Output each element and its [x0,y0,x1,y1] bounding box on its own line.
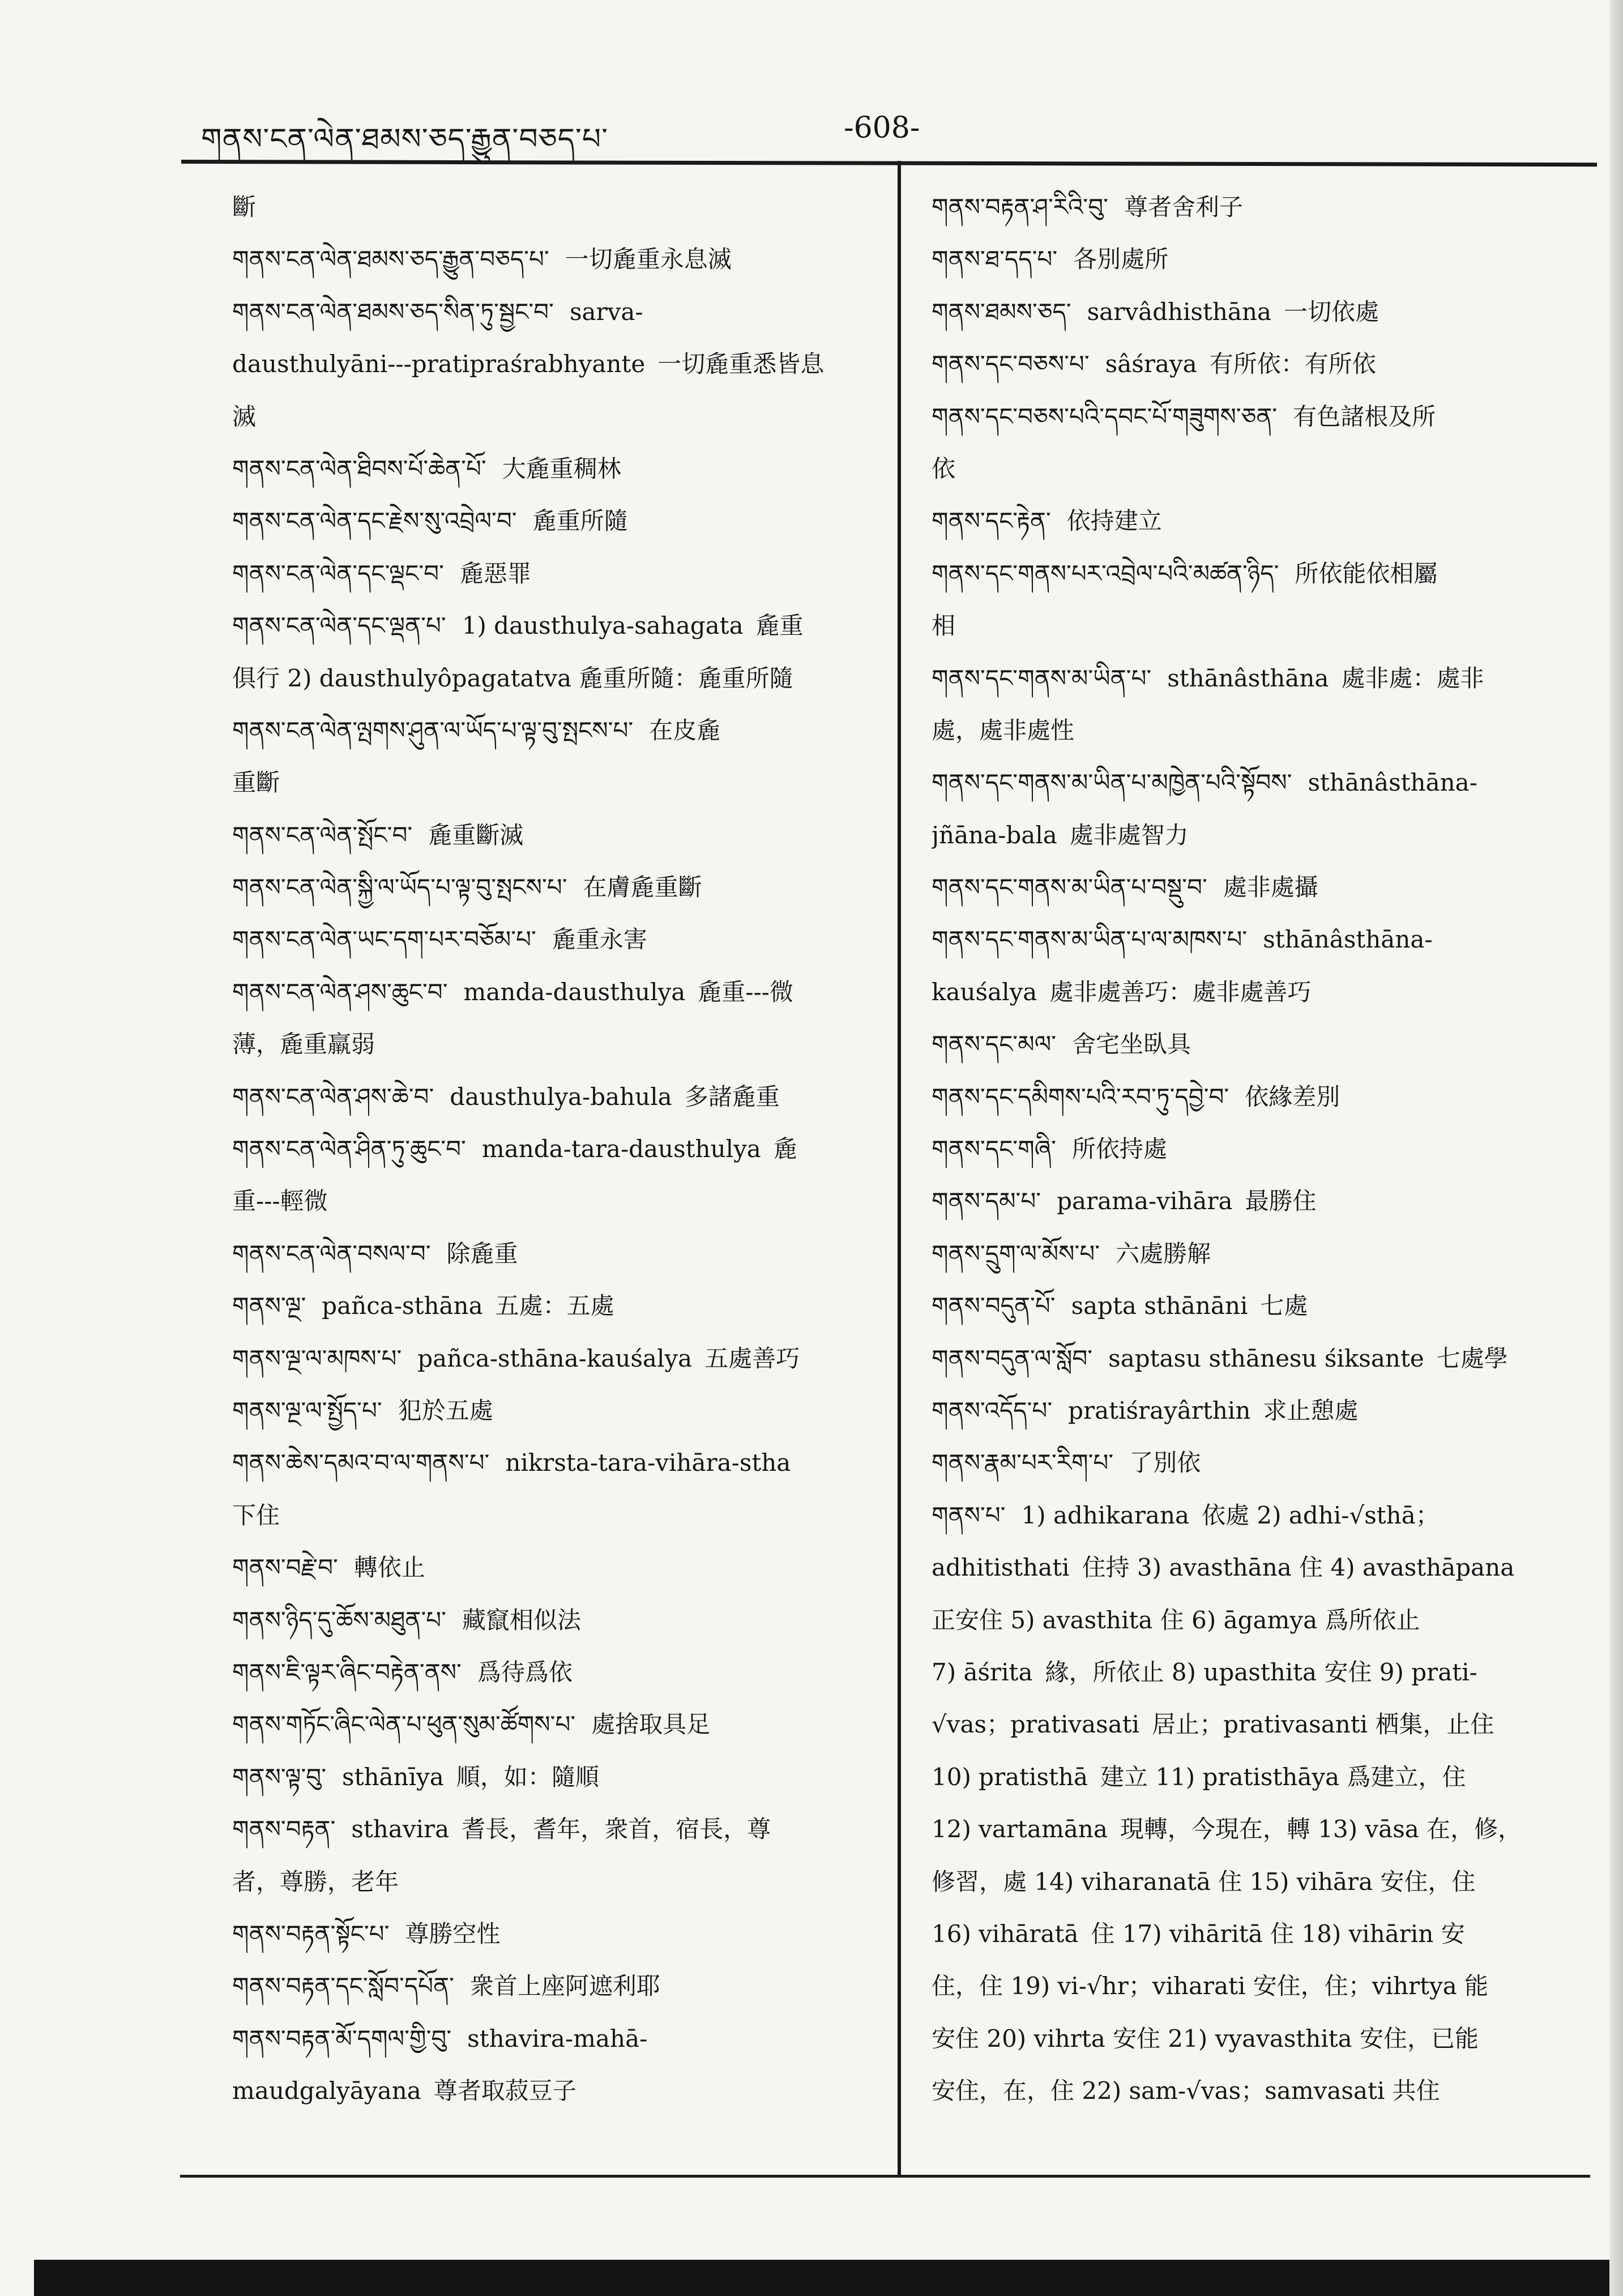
chinese-gloss: 在膚麁重斷 [583,873,702,902]
sanskrit-term: sâśraya [1105,350,1197,378]
sanskrit-term: pañca-sthāna-kauśalya [417,1344,693,1372]
chinese-gloss: 尊勝空性 [405,1919,501,1948]
dictionary-line [232,966,875,1018]
tibetan-headword: གནས་བརྟན་ཤ་རིའི་བུ་ [932,193,1108,221]
chinese-gloss: 一切依處 [1284,297,1379,326]
dictionary-line [232,1594,875,1646]
dictionary-line [932,233,1594,285]
sanskrit-term: dausthulyāni---pratipraśrabhyante [232,350,646,378]
tibetan-headword: གནས་ངན་ལེན་སྤོང་བ་ [232,821,413,849]
tibetan-headword: གནས་བརྟན་སྟོང་པ་ [232,1919,390,1948]
chinese-gloss: 衆首上座阿遮利耶 [469,1972,660,2000]
tibetan-headword: གནས་ལྔ་ [232,1292,306,1320]
dictionary-line [932,705,1594,757]
dictionary-line [232,1071,875,1123]
tibetan-headword: གནས་དང་གཞི་ [932,1135,1056,1163]
chinese-gloss: 依緣差別 [1245,1082,1340,1111]
sanskrit-term: sthavira-mahā- [467,2024,648,2052]
chinese-gloss: 處非處攝 [1223,873,1318,902]
dictionary-line [232,1803,875,1855]
chinese-gloss: 麁 [773,1135,797,1163]
dictionary-line [232,1698,875,1751]
dictionary-line [232,1228,875,1280]
dictionary-line [232,548,875,600]
tibetan-headword: གནས་ངན་ལེན་ལྤགས་ཤུན་ལ་ཡོད་པ་ལྟ་བུ་སྤངས་པ་ [232,716,634,744]
chinese-gloss: 尊者取菽豆子 [433,2077,576,2105]
sanskrit-term: parama-vihāra [1057,1187,1233,1215]
dictionary-line [932,861,1594,914]
chinese-gloss: 順，如：隨順 [456,1762,599,1791]
sanskrit-term: manda-tara-dausthulya [481,1135,761,1163]
chinese-gloss: 最勝住 [1245,1187,1317,1215]
dictionary-line [932,966,1594,1018]
dictionary-line [932,652,1594,705]
sanskrit-term: sthavira [351,1815,450,1843]
tibetan-headword: གནས་དང་རྟེན་ [932,507,1051,535]
dictionary-line [232,600,875,652]
chinese-gloss: 犯於五處 [398,1396,493,1424]
dictionary-line [232,1280,875,1332]
dictionary-line [932,1698,1594,1751]
dictionary-line [932,1437,1594,1489]
dictionary-line [232,1437,875,1489]
tibetan-headword: གནས་ལྔ་ལ་མཁས་པ་ [232,1344,402,1372]
tibetan-headword: གནས་ངན་ལེན་ཐིབས་པོ་ཆེན་པོ་ [232,454,486,483]
chinese-gloss: 建立 11) pratisthāya 爲建立，住 [1100,1762,1466,1791]
dictionary-line [232,809,875,861]
tibetan-headword: གནས་ངན་ལེན་ཐམས་ཅད་རྒྱུན་བཅད་པ་ [232,245,549,274]
tibetan-headword: གནས་བརྟན་མོ་དགལ་གྱི་བུ་ [232,2024,452,2052]
tibetan-headword: གནས་ཐམས་ཅད་ [932,297,1071,326]
chinese-gloss: 七處 [1260,1292,1308,1320]
dictionary-line [932,1333,1594,1385]
chinese-gloss: 所依能依相屬 [1295,559,1438,587]
chinese-gloss: 求止憩處 [1263,1396,1359,1424]
dictionary-line [232,705,875,757]
chinese-gloss: 麁重---微 [698,978,793,1006]
chinese-gloss: 一切麁重永息滅 [565,245,732,274]
sanskrit-term: dausthulya-bahula [450,1082,672,1111]
dictionary-line [232,1490,875,1542]
dictionary-line [932,1228,1594,1280]
dictionary-line [232,443,875,495]
dictionary-line [232,233,875,285]
sanskrit-term: sapta sthānāni [1071,1292,1248,1320]
chinese-gloss: 俱行 2) dausthulyôpagatatva 麁重所隨：麁重所隨 [232,664,793,692]
chinese-gloss: 正安住 5) avasthita 住 6) āgamya 爲所依止 [932,1606,1420,1634]
dictionary-line [232,495,875,547]
dictionary-line [932,1594,1594,1646]
dictionary-line [932,1646,1594,1698]
chinese-gloss: 處非處：處非 [1341,664,1484,692]
chinese-gloss: 處非處善巧：處非處善巧 [1049,978,1312,1006]
sanskrit-term: pañca-sthāna [322,1292,483,1320]
dictionary-line [232,1018,875,1070]
dictionary-line [932,1018,1594,1070]
chinese-gloss: 住持 3) avasthāna 住 4) avasthāpana [1082,1554,1515,1582]
chinese-gloss: 薄，麁重羸弱 [232,1030,375,1059]
tibetan-headword: གནས་ངན་ལེན་ཤས་ཆེ་བ་ [232,1082,434,1111]
dictionary-line [232,181,875,233]
chinese-gloss: 處，處非處性 [932,716,1075,744]
dictionary-line [932,757,1594,809]
tibetan-headword: གནས་པ་ [932,1501,1006,1529]
chinese-gloss: 各別處所 [1073,245,1169,274]
chinese-gloss: 住 17) vihāritā 住 18) vihārin 安 [1091,1919,1465,1948]
chinese-gloss: 在皮麁 [649,716,721,744]
chinese-gloss: 尊者舍利子 [1124,193,1243,221]
chinese-gloss: 麁重斷滅 [428,821,524,849]
sanskrit-term: 16) vihāratā [932,1919,1079,1948]
tibetan-headword: གནས་དང་གནས་མ་ཡིན་པ་བསྡུ་བ་ [932,873,1207,902]
dictionary-line [932,338,1594,390]
chinese-gloss: 麁惡罪 [459,559,531,587]
chinese-gloss: 舍宅坐臥具 [1072,1030,1191,1059]
chinese-gloss: 依 [932,454,956,483]
dictionary-line [932,2013,1594,2065]
sanskrit-term: saptasu sthānesu śiksante [1108,1344,1424,1372]
chinese-gloss: 居止；prativasanti 栖集，止住 [1152,1710,1494,1739]
tibetan-headword: གནས་དང་བཅས་པའི་དབང་པོ་གཟུགས་ཅན་ [932,402,1278,430]
tibetan-headword: གནས་ལྔ་ལ་སྤྱོད་པ་ [232,1396,382,1424]
tibetan-headword: གནས་ངན་ལེན་ཤས་ཆུང་བ་ [232,978,448,1006]
dictionary-line [232,861,875,914]
dictionary-line [932,1071,1594,1123]
chinese-gloss: 重---輕微 [232,1187,328,1215]
dictionary-line [932,809,1594,861]
dictionary-line [232,1175,875,1227]
chinese-gloss: 斷 [232,193,257,221]
chinese-gloss: 下住 [232,1501,280,1529]
dictionary-line [232,1385,875,1437]
tibetan-headword: གནས་ངན་ལེན་དང་ལྡན་པ་ [232,612,446,640]
sanskrit-term: adhitisthati [932,1554,1070,1582]
tibetan-headword: གནས་བརྟན་ [232,1815,336,1843]
tibetan-headword: གནས་ངན་ལེན་ཐམས་ཅད་སིན་ཏུ་སྦྱང་བ་ [232,297,554,326]
dictionary-line [932,181,1594,233]
tibetan-headword: གནས་ཇི་ལྟར་ཞིང་བརྟེན་ནས་ [232,1658,462,1686]
dictionary-line [232,2065,875,2117]
chinese-gloss: 大麁重稠林 [502,454,621,483]
tibetan-headword: གནས་དམ་པ་ [932,1187,1041,1215]
sanskrit-term: √vas；prativasati [932,1710,1140,1739]
page-number: -608- [844,111,920,145]
sanskrit-term: manda-dausthulya [463,978,686,1006]
tibetan-headword: གནས་འདོད་པ་ [932,1396,1053,1424]
chinese-gloss: 爲待爲依 [477,1658,573,1686]
dictionary-line [232,1960,875,2012]
chinese-gloss: 有色諸根及所 [1293,402,1436,430]
sanskrit-term: sthānâsthāna- [1263,925,1433,954]
tibetan-headword: གནས་ལྟ་བུ་ [232,1762,327,1791]
chinese-gloss: 處捨取具足 [591,1710,711,1739]
dictionary-line [232,391,875,443]
tibetan-headword: གནས་དང་མལ་ [932,1030,1057,1059]
tibetan-headword: གནས་ངན་ལེན་བསལ་བ་ [232,1239,431,1268]
dictionary-line [232,652,875,705]
chinese-gloss: 滅 [232,402,257,430]
scan-edge [1609,0,1623,2296]
tibetan-headword: གནས་དང་གནས་པར་འབྲེལ་པའི་མཚན་ཉིད་ [932,559,1279,587]
tibetan-headword: གནས་དང་གནས་མ་ཡིན་པ་ [932,664,1152,692]
chinese-gloss: 者，尊勝，老年 [232,1867,399,1896]
chinese-gloss: 七處學 [1436,1344,1508,1372]
tibetan-headword: གནས་དང་གནས་མ་ཡིན་པ་མཁྱེན་པའི་སྟོབས་ [932,769,1292,797]
running-header-title: གནས་ངན་ལེན་ཐམས་ཅད་རྒྱུན་བཅད་པ་ [201,122,609,156]
chinese-gloss: 麁重 [755,612,804,640]
sanskrit-term: sthānīya [342,1762,444,1791]
left-column [232,181,875,2117]
tibetan-headword: གནས་དང་དམིགས་པའི་རབ་ཏུ་དབྱེ་བ་ [932,1082,1229,1111]
dictionary-line [932,548,1594,600]
chinese-gloss: 藏竄相似法 [462,1606,582,1634]
bottom-rule [180,2175,1590,2178]
dictionary-line [932,2065,1594,2117]
chinese-gloss: 耆長，耆年，衆首，宿長，尊 [462,1815,771,1843]
chinese-gloss: 麁重所隨 [532,507,628,535]
tibetan-headword: གནས་གཏོང་ཞིང་ལེན་པ་ཕུན་སུམ་ཚོགས་པ་ [232,1710,576,1739]
tibetan-headword: གནས་ཆེས་དམའ་བ་ལ་གནས་པ་ [232,1449,490,1477]
dictionary-line [932,1803,1594,1855]
tibetan-headword: གནས་བརྟན་དང་སློབ་དཔོན་ [232,1972,454,2000]
chinese-gloss: 相 [932,612,956,640]
chinese-gloss: 住，住 19) vi-√hr；viharati 安住，住；vihrtya 能 [932,1972,1489,2000]
sanskrit-term: nikrsta-tara-vihāra-stha [505,1449,791,1477]
chinese-gloss: 一切麁重悉皆息 [657,350,825,378]
chinese-gloss: 麁重永害 [552,925,647,954]
dictionary-line [932,914,1594,966]
chinese-gloss: 安住，在，住 22) sam-√vas；samvasati 共住 [932,2077,1440,2105]
sanskrit-term: 10) pratisthā [932,1762,1088,1791]
dictionary-line [232,1542,875,1594]
dictionary-line [932,600,1594,652]
tibetan-headword: གནས་ངན་ལེན་ཤིན་ཏུ་ཆུང་བ་ [232,1135,466,1163]
tibetan-headword: གནས་བདུན་པོ་ [932,1292,1056,1320]
tibetan-headword: གནས་ངན་ལེན་དང་རྗེས་སུ་འབྲེལ་བ་ [232,507,517,535]
dictionary-line [932,286,1594,338]
right-column [932,181,1594,2117]
tibetan-headword: གནས་དང་བཅས་པ་ [932,350,1090,378]
dictionary-line [932,391,1594,443]
dictionary-line [232,1646,875,1698]
chinese-gloss: 五處善巧 [704,1344,800,1372]
dictionary-line [232,1908,875,1960]
chinese-gloss: 修習，處 14) viharanatā 住 15) vihāra 安住，住 [932,1867,1476,1896]
dictionary-line [232,1856,875,1908]
dictionary-line [932,1490,1594,1542]
chinese-gloss: 依處 2) adhi-√sthā； [1202,1501,1440,1529]
sanskrit-term: sthānâsthāna- [1308,769,1477,797]
chinese-gloss: 依持建立 [1066,507,1162,535]
dictionary-line [932,1960,1594,2012]
column-divider [898,161,901,2177]
chinese-gloss: 所依持處 [1071,1135,1167,1163]
dictionary-line [232,757,875,809]
tibetan-headword: གནས་བདུན་ལ་སློབ་ [932,1344,1093,1372]
sanskrit-term: kauśalya [932,978,1037,1006]
dictionary-line [932,1280,1594,1332]
tibetan-headword: གནས་ངན་ལེན་སྐྱི་ལ་ཡོད་པ་ལྟ་བུ་སྤངས་པ་ [232,873,567,902]
sanskrit-term: pratiśrayârthin [1068,1396,1251,1424]
chinese-gloss: 了別依 [1129,1449,1201,1477]
chinese-gloss: 六處勝解 [1116,1239,1211,1268]
tibetan-headword: གནས་ཉིད་དུ་ཆོས་མཐུན་པ་ [232,1606,447,1634]
tibetan-headword: གནས་ངན་ལེན་དང་ལྡང་བ་ [232,559,444,587]
dictionary-line [932,1751,1594,1803]
dictionary-line [232,1123,875,1175]
dictionary-line [232,1333,875,1385]
sanskrit-term: 12) vartamāna [932,1815,1108,1843]
dictionary-line [232,2013,875,2065]
sanskrit-term: sarvâdhisthāna [1087,297,1272,326]
tibetan-headword: གནས་རྣམ་པར་རིག་པ་ [932,1449,1114,1477]
chinese-gloss: 五處：五處 [495,1292,614,1320]
dictionary-line [932,1123,1594,1175]
dictionary-line [932,1175,1594,1227]
tibetan-headword: གནས་བརྗེ་བ་ [232,1554,338,1582]
dictionary-line [232,286,875,338]
sanskrit-term: sarva- [569,297,643,326]
sanskrit-term: jñāna-bala [932,821,1057,849]
dictionary-line [932,1542,1594,1594]
dictionary-line [932,495,1594,547]
chinese-gloss: 安住 20) vihrta 安住 21) vyavasthita 安住，已能 [932,2024,1479,2052]
dictionary-line [232,1751,875,1803]
scan-border-band [34,2260,1623,2296]
chinese-gloss: 現轉，今現在，轉 13) vāsa 在，修， [1120,1815,1522,1843]
tibetan-headword: གནས་དང་གནས་མ་ཡིན་པ་ལ་མཁས་པ་ [932,925,1248,954]
sanskrit-term: 7) āśrita [932,1658,1033,1686]
dictionary-line [232,338,875,390]
chinese-gloss: 緣，所依止 8) upasthita 安住 9) prati- [1045,1658,1477,1686]
chinese-gloss: 重斷 [232,769,280,797]
dictionary-line [932,1908,1594,1960]
chinese-gloss: 轉依止 [353,1554,425,1582]
chinese-gloss: 有所依：有所依 [1209,350,1376,378]
dictionary-line [932,1856,1594,1908]
chinese-gloss: 多諸麁重 [684,1082,780,1111]
tibetan-headword: གནས་ངན་ལེན་ཡང་དག་པར་བཅོམ་པ་ [232,925,536,954]
sanskrit-term: sthānâsthāna [1167,664,1329,692]
sanskrit-term: 1) adhikarana [1021,1501,1190,1529]
dictionary-line [232,914,875,966]
chinese-gloss: 除麁重 [446,1239,518,1268]
tibetan-headword: གནས་ཐ་དད་པ་ [932,245,1058,274]
tibetan-headword: གནས་དྲུག་ལ་མོས་པ་ [932,1239,1100,1268]
sanskrit-term: maudgalyāyana [232,2077,421,2105]
sanskrit-term: 1) dausthulya-sahagata [462,612,744,640]
dictionary-line [932,1385,1594,1437]
dictionary-line [932,443,1594,495]
chinese-gloss: 處非處智力 [1069,821,1189,849]
